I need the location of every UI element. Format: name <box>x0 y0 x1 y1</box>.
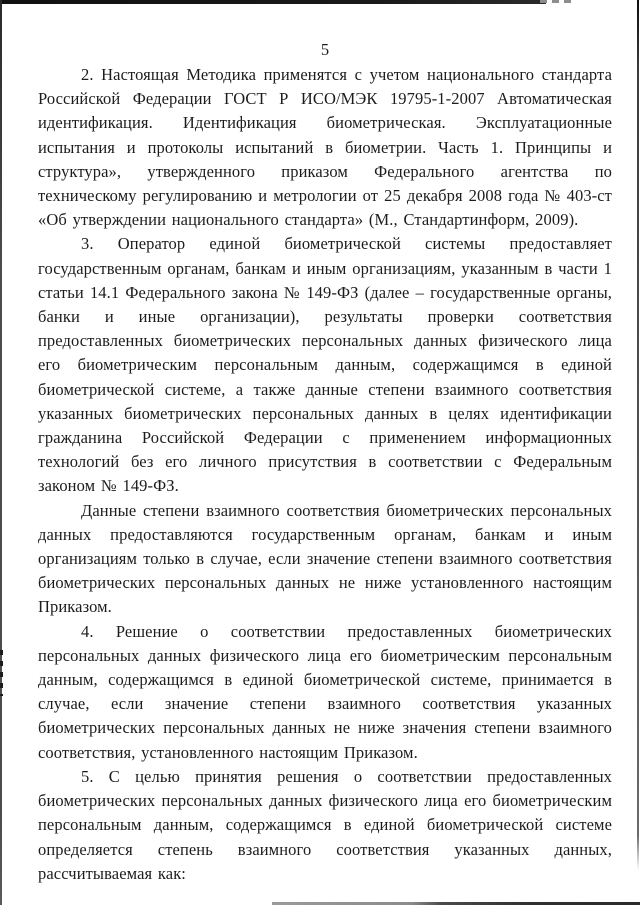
page-number: 5 <box>320 40 330 59</box>
scan-artifact-left-smudge <box>0 650 3 696</box>
paragraph-2: 2. Настоящая Методика применятся с учетом национального стандарта Российской Федерации ГОСТ Р ИСО/МЭК 19795-1-2007 Автоматическая идентификация. Идентификация биометрическая. Эксплуатационные испытания и протоколы испытаний в биометрии. Часть 1. Принципы и структура», утвержденного приказом Федерального агентства по техническому регулированию и метрологии от 25 декабря 2008 года № 403-ст «Об утверждении национального стандарта» (М., Стандартинформ, 2009). <box>38 65 612 230</box>
paragraph-4: 4. Решение о соответствии предоставленных биометрических персональных данных физического лица его биометрическим персональным данным, содержащимся в единой биометрической системе, принимается в случае, если значение степени взаимного соответствия указанных биометрических персональных данных не ниже значения степени взаимного соответствия, установленного настоящим Приказом. <box>38 621 612 762</box>
scan-artifact-left-edge-line <box>0 0 2 905</box>
paragraph-3: 3. Оператор единой биометрической системы предоставляет государственным органам, банкам и иным организациям, указанным в части 1 статьи 14.1 Федерального закона № 149-ФЗ (далее – государственные органы, банки и иные организации), результаты проверки соответствия предоставленных биометрических персональных данных физического лица его биометрическим персональным данным, содержащимся в единой биометрической системе, а также данные степени взаимного соответствия указанных биометрических персональных данных в целях идентификации гражданина Российской Федерации с применением информационных технологий без его личного присутствия в соответствии с Федеральным законом № 149-ФЗ. <box>38 234 612 496</box>
scan-artifact-right-edge-line <box>637 0 639 870</box>
paragraph-3-continuation: Данные степени взаимного соответствия биометрических персональных данных предоставляются государственным органам, банкам и иным организациям только в случае, если значение степени взаимного соответствия биометрических персональных данных не ниже установленного настоящим Приказом. <box>38 500 612 617</box>
paragraph-5: 5. С целью принятия решения о соответствии предоставленных биометрических персональных данных физического лица его биометрическим персональным данным, содержащимся в единой биометрической системе определяется степень взаимного соответствия указанных данных, рассчитываемая как: <box>38 766 612 883</box>
scan-artifact-top-bar-tail <box>540 0 572 3</box>
scan-artifact-top-bar <box>0 0 546 4</box>
document-content <box>38 39 612 886</box>
